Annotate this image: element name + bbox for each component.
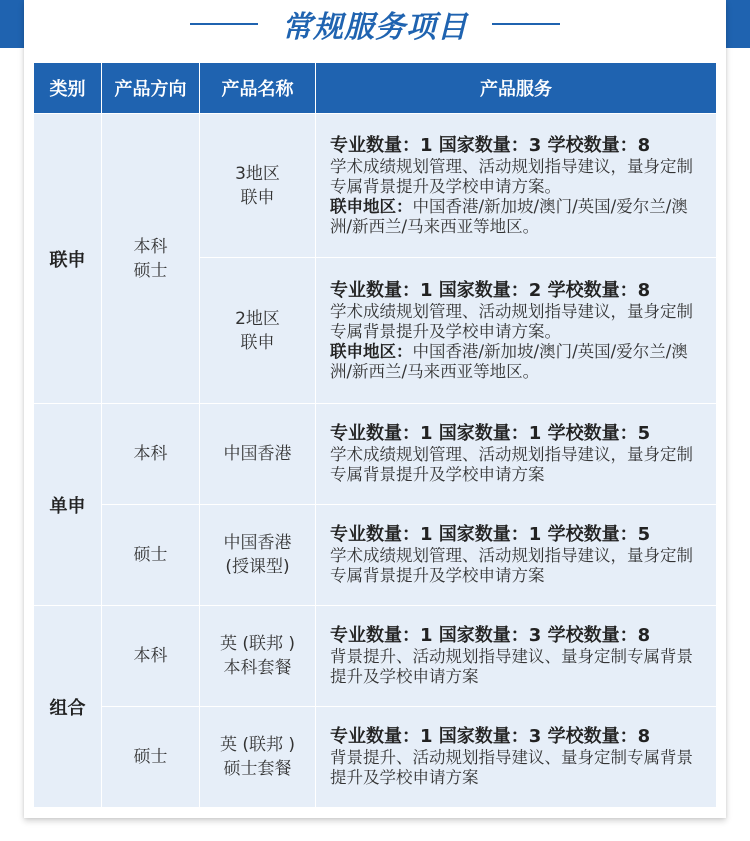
service-description: 学术成绩规划管理、活动规划指导建议，量身定制专属背景提升及学校申请方案。: [330, 156, 693, 196]
service-description: 背景提升、活动规划指导建议、量身定制专属背景提升及学校申请方案: [330, 748, 693, 787]
table-row: [34, 403, 716, 504]
direction-line: 本科: [133, 236, 168, 257]
region-list: 中国香港/新加坡/澳门/英国/爱尔兰/澳洲/新西兰/马来西亚等地区。: [330, 196, 688, 236]
region-label: 联申地区：: [330, 341, 413, 361]
service-counts: 专业数量：1 国家数量：1 学校数量：5: [330, 423, 651, 444]
product-name-line: (授课型): [225, 557, 290, 577]
header-service: 产品服务: [316, 63, 716, 113]
direction-label: 硕士: [133, 545, 168, 565]
product-name-line: 联申: [240, 332, 275, 353]
table-header-row: [34, 63, 716, 113]
title-divider-left: [190, 23, 258, 25]
region-label: 联申地区：: [330, 196, 413, 216]
direction-cell: [102, 504, 200, 605]
product-name-line: 中国香港: [223, 444, 292, 464]
product-name-cell: [200, 113, 316, 257]
category-cell-combo: [34, 605, 102, 807]
direction-cell: [102, 403, 200, 504]
product-name-cell: [200, 504, 316, 605]
service-counts: 专业数量：1 国家数量：3 学校数量：8: [330, 625, 651, 646]
product-name-cell: [200, 706, 316, 807]
category-cell-single: [34, 403, 102, 605]
service-cell: [316, 113, 716, 257]
category-label: 单申: [49, 495, 86, 517]
service-counts: 专业数量：1 国家数量：3 学校数量：8: [330, 134, 651, 156]
title-divider-right: [492, 23, 560, 25]
service-description: 学术成绩规划管理、活动规划指导建议，量身定制专属背景提升及学校申请方案: [330, 445, 693, 484]
left-blue-strip: [0, 0, 24, 48]
product-name-cell: [200, 403, 316, 504]
direction-line: 硕士: [133, 260, 168, 281]
region-list: 中国香港/新加坡/澳门/英国/爱尔兰/澳洲/新西兰/马来西亚等地区。: [330, 341, 688, 381]
service-description: 学术成绩规划管理、活动规划指导建议，量身定制专属背景提升及学校申请方案: [330, 546, 693, 585]
service-description: 学术成绩规划管理、活动规划指导建议，量身定制专属背景提升及学校申请方案。: [330, 301, 693, 341]
product-name-line: 2地区: [235, 308, 280, 329]
service-counts: 专业数量：1 国家数量：2 学校数量：8: [330, 279, 651, 301]
product-name-line: 本科套餐: [223, 658, 292, 678]
table-row: [34, 706, 716, 807]
direction-cell: [102, 605, 200, 706]
service-cell: [316, 504, 716, 605]
service-cell: [316, 706, 716, 807]
category-label: 组合: [49, 697, 86, 719]
product-name-line: 硕士套餐: [223, 759, 292, 779]
direction-label: 本科: [133, 444, 168, 464]
product-name-line: 英 (联邦 ): [219, 634, 296, 654]
product-name-line: 联申: [240, 187, 275, 208]
header-direction: 产品方向: [102, 63, 200, 113]
direction-cell-joint: [102, 113, 200, 403]
section-header: [24, 0, 726, 48]
direction-label: 硕士: [133, 747, 168, 767]
service-cell: [316, 403, 716, 504]
product-name-line: 中国香港: [223, 533, 292, 553]
direction-label: 本科: [133, 646, 168, 666]
service-counts: 专业数量：1 国家数量：1 学校数量：5: [330, 524, 651, 545]
service-table: [34, 63, 716, 807]
product-name-cell: [200, 605, 316, 706]
product-name-cell: [200, 257, 316, 403]
table-row: [34, 605, 716, 706]
service-cell: [316, 605, 716, 706]
right-blue-strip: [726, 0, 750, 48]
service-description: 背景提升、活动规划指导建议、量身定制专属背景提升及学校申请方案: [330, 647, 693, 686]
service-counts: 专业数量：1 国家数量：3 学校数量：8: [330, 726, 651, 747]
header-name: 产品名称: [200, 63, 316, 113]
table-row: [34, 113, 716, 257]
product-name-line: 英 (联邦 ): [219, 735, 296, 755]
direction-cell: [102, 706, 200, 807]
category-label: 联申: [49, 249, 86, 271]
section-title: 常规服务项目: [282, 10, 468, 45]
category-cell-joint: [34, 113, 102, 403]
table-row: [34, 504, 716, 605]
product-name-line: 3地区: [235, 163, 280, 184]
service-cell: [316, 257, 716, 403]
header-category: 类别: [34, 63, 102, 113]
